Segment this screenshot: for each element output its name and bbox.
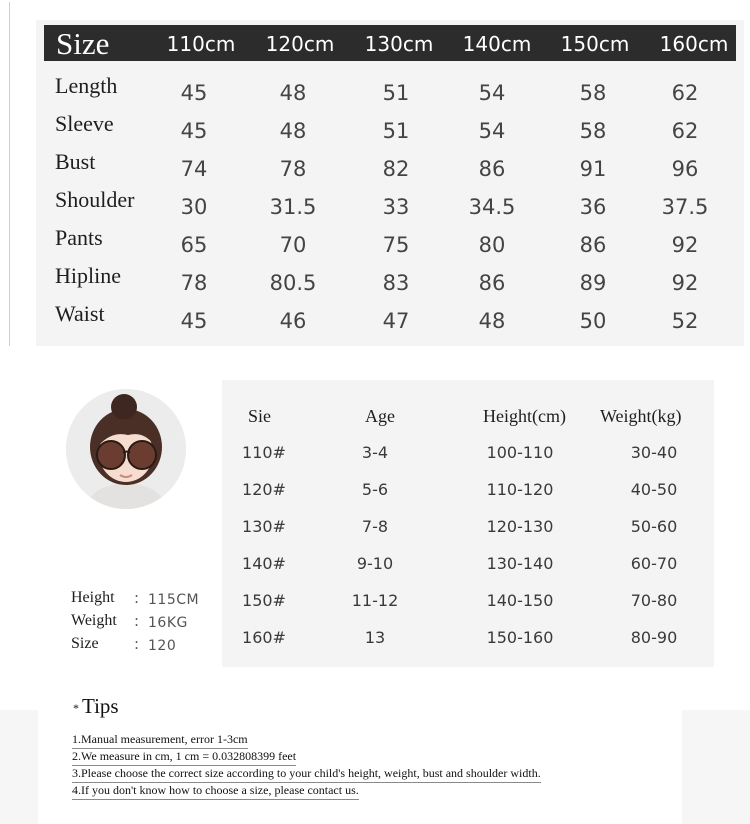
cell: 62 <box>671 81 699 105</box>
tips-title: Tips <box>82 694 119 718</box>
tips-heading <box>73 694 119 719</box>
age-header-size: Sie <box>248 406 272 426</box>
age-cell: 30-40 <box>630 443 678 462</box>
model-height-row <box>71 589 221 611</box>
cell: 70 <box>279 233 307 257</box>
cell: 80.5 <box>269 271 317 295</box>
cell: 78 <box>180 271 208 295</box>
size-header-title: Size <box>56 26 110 61</box>
model-size-row <box>71 635 221 657</box>
tip-item: 4.If you don't know how to choose a size, please contact us. <box>72 783 359 800</box>
age-cell: 80-90 <box>630 628 678 647</box>
row-label: Bust <box>55 149 96 174</box>
cell: 51 <box>382 119 410 143</box>
tip-item: 1.Manual measurement, error 1-3cm <box>72 732 248 749</box>
cell: 75 <box>382 233 410 257</box>
age-cell: 40-50 <box>630 480 678 499</box>
cell: 58 <box>579 119 607 143</box>
row-label: Hipline <box>55 263 121 288</box>
measure-row-hipline <box>36 261 744 299</box>
cell: 48 <box>279 119 307 143</box>
left-divider <box>9 2 10 346</box>
age-header-weight: Weight(kg) <box>600 406 682 426</box>
model-height-label: Height <box>71 589 115 606</box>
age-cell: 120-130 <box>486 517 554 536</box>
cell: 47 <box>382 309 410 333</box>
child-with-sunglasses-icon <box>66 389 186 509</box>
cell: 48 <box>478 309 506 333</box>
measure-row-length <box>36 71 744 109</box>
model-size-value: 120 <box>148 638 177 654</box>
age-cell: 150-160 <box>486 628 554 647</box>
separator: : <box>134 612 140 630</box>
row-label: Sleeve <box>55 111 114 136</box>
cell: 37.5 <box>661 195 709 219</box>
cell: 80 <box>478 233 506 257</box>
model-weight-label: Weight <box>71 612 117 629</box>
cell: 51 <box>382 81 410 105</box>
age-cell: 13 <box>364 628 386 647</box>
row-label: Pants <box>55 225 103 250</box>
measure-row-pants <box>36 223 744 261</box>
model-weight-row <box>71 612 221 634</box>
size-header-150: 150cm <box>560 32 630 56</box>
age-cell: 50-60 <box>630 517 678 536</box>
cell: 89 <box>579 271 607 295</box>
row-label: Waist <box>55 301 105 326</box>
measure-row-shoulder <box>36 185 744 223</box>
age-cell: 110-120 <box>486 480 554 499</box>
cell: 45 <box>180 81 208 105</box>
age-cell: 11-12 <box>351 591 399 610</box>
size-header-160: 160cm <box>659 32 729 56</box>
cell: 48 <box>279 81 307 105</box>
age-cell: 150# <box>242 591 286 610</box>
cell: 92 <box>671 233 699 257</box>
cell: 52 <box>671 309 699 333</box>
age-cell: 70-80 <box>630 591 678 610</box>
cell: 96 <box>671 157 699 181</box>
model-size-label: Size <box>71 635 99 652</box>
age-header-age: Age <box>365 406 395 426</box>
age-cell: 130-140 <box>486 554 554 573</box>
age-size-chart <box>222 380 714 667</box>
size-header-120: 120cm <box>265 32 335 56</box>
cell: 83 <box>382 271 410 295</box>
separator: : <box>134 589 140 607</box>
cell: 30 <box>180 195 208 219</box>
model-weight-value: 16KG <box>148 615 188 631</box>
cell: 92 <box>671 271 699 295</box>
cell: 78 <box>279 157 307 181</box>
cell: 86 <box>579 233 607 257</box>
age-cell: 3-4 <box>361 443 389 462</box>
cell: 45 <box>180 119 208 143</box>
cell: 33 <box>382 195 410 219</box>
cell: 91 <box>579 157 607 181</box>
tip-item: 2.We measure in cm, 1 cm = 0.032808399 feet <box>72 749 296 766</box>
size-header-130: 130cm <box>364 32 434 56</box>
age-cell: 110# <box>242 443 286 462</box>
model-height-value: 115CM <box>148 592 200 608</box>
model-photo <box>66 389 186 509</box>
cell: 58 <box>579 81 607 105</box>
measurement-table <box>36 20 744 346</box>
age-cell: 160# <box>242 628 286 647</box>
row-label: Length <box>55 73 118 98</box>
cell: 54 <box>478 81 506 105</box>
cell: 86 <box>478 271 506 295</box>
measure-row-bust <box>36 147 744 185</box>
cell: 45 <box>180 309 208 333</box>
separator: : <box>134 635 140 653</box>
cell: 65 <box>180 233 208 257</box>
cell: 54 <box>478 119 506 143</box>
cell: 62 <box>671 119 699 143</box>
row-label: Shoulder <box>55 187 135 212</box>
measure-row-sleeve <box>36 109 744 147</box>
age-cell: 120# <box>242 480 286 499</box>
cell: 86 <box>478 157 506 181</box>
age-cell: 130# <box>242 517 286 536</box>
measure-row-waist <box>36 299 744 337</box>
cell: 50 <box>579 309 607 333</box>
age-cell: 60-70 <box>630 554 678 573</box>
age-cell: 7-8 <box>361 517 389 536</box>
cell: 31.5 <box>269 195 317 219</box>
age-cell: 100-110 <box>486 443 554 462</box>
tip-item: 3.Please choose the correct size according to your child's height, weight, bust and shoulder width. <box>72 766 541 783</box>
cell: 36 <box>579 195 607 219</box>
cell: 82 <box>382 157 410 181</box>
cell: 74 <box>180 157 208 181</box>
cell: 34.5 <box>468 195 516 219</box>
age-header-height: Height(cm) <box>483 406 566 426</box>
size-header-110: 110cm <box>166 32 236 56</box>
age-cell: 5-6 <box>361 480 389 499</box>
age-cell: 9-10 <box>356 554 394 573</box>
asterisk-icon: * <box>73 700 79 715</box>
cell: 46 <box>279 309 307 333</box>
size-header-bar <box>44 25 736 61</box>
size-header-140: 140cm <box>462 32 532 56</box>
age-cell: 140-150 <box>486 591 554 610</box>
age-cell: 140# <box>242 554 286 573</box>
